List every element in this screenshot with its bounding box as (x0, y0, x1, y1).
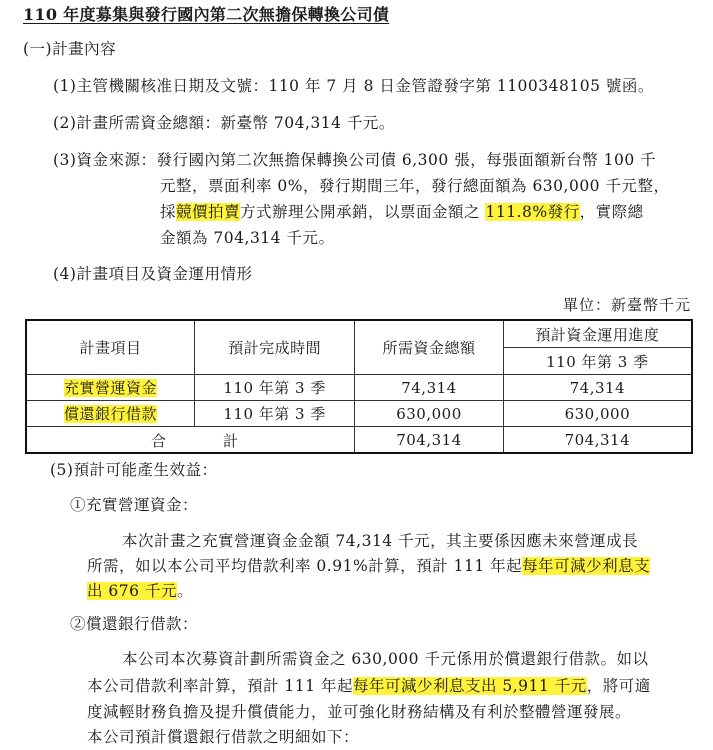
item-total-funds: (2)計畫所需資金總額：新臺幣 704,314 千元。 (53, 114, 395, 132)
benefit1-text-1: 本次計畫之充實營運資金金額 74,314 千元，其主要係因應未來營運成長 (122, 532, 639, 550)
table-row (26, 401, 692, 427)
item-expected-benefits: (5)預計可能產生效益： (50, 461, 218, 479)
cell-item (26, 375, 195, 401)
benefit2-text-4: 本公司預計償還銀行借款之明細如下： (87, 728, 360, 746)
highlight-bank-loan: 償還銀行借款 (64, 405, 158, 423)
fund-usage-table (25, 319, 693, 454)
table-unit-label: 單位：新臺幣千元 (562, 296, 691, 314)
header-progress: 預計資金運用進度 (503, 320, 692, 348)
benefit2-line2 (87, 676, 651, 696)
table-row (26, 375, 692, 401)
cell-progress: 74,314 (503, 375, 692, 401)
header-total: 所需資金總額 (355, 320, 503, 375)
total-label-a: 合 (151, 432, 167, 450)
cell-total: 74,314 (355, 375, 503, 401)
highlight-issue-price: 111.8%發行 (485, 203, 580, 221)
funding-source-text-1: 發行國內第二次無擔保轉換公司債 6,300 張，每張面額新台幣 100 千 (156, 151, 657, 169)
benefit1-line2 (87, 556, 650, 576)
cell-total-label (26, 427, 355, 454)
benefit2-text-2a: 本公司借款利率計算，預計 111 年起 (87, 677, 353, 695)
cell-total: 630,000 (355, 401, 503, 427)
funding-source-line3 (160, 202, 644, 222)
funding-source-text-3a: 採 (160, 203, 177, 221)
cell-completion: 110 年第 3 季 (195, 401, 355, 427)
cell-progress-sum: 704,314 (503, 427, 692, 454)
benefit2-text-2b: ，將可適 (586, 677, 651, 695)
benefit1-heading: ①充實營運資金： (70, 496, 199, 514)
section-heading: (一)計畫內容 (23, 40, 117, 58)
benefit1-line3 (87, 581, 193, 601)
document-title: 110 年度募集與發行國內第二次無擔保轉換公司債 (23, 5, 390, 24)
cell-total-sum: 704,314 (355, 427, 503, 454)
item-approval-date: (1)主管機關核准日期及文號：110 年 7 月 8 日金管證發字第 1100348105 號函。 (53, 77, 654, 95)
table-header-row (26, 320, 692, 348)
benefit2-text-3: 度減輕財務負擔及提升償債能力，並可強化財務結構及有利於整體營運發展。 (87, 703, 632, 721)
funding-source-label: (3)資金來源： (53, 151, 157, 169)
table-total-row (26, 427, 692, 454)
benefit2-heading: ②償還銀行借款： (70, 615, 199, 633)
funding-source-text-3b: 方式辦理公開承銷，以票面金額之 (240, 203, 486, 221)
total-label-b: 計 (223, 432, 239, 450)
highlight-working-capital: 充實營運資金 (64, 379, 158, 397)
highlight-auction: 競價拍賣 (176, 203, 241, 221)
header-completion: 預計完成時間 (195, 320, 355, 375)
item-funding-source-line1 (53, 150, 656, 170)
funding-source-text-3c: ，實際總 (579, 203, 644, 221)
funding-source-text-2: 元整，票面利率 0%，發行期間三年，發行總面額為 630,000 千元整， (160, 177, 670, 195)
highlight-interest-saving-1b: 出 676 千元 (87, 582, 177, 600)
header-item: 計畫項目 (26, 320, 195, 375)
header-progress-quarter: 110 年第 3 季 (503, 348, 692, 375)
funding-source-text-4: 金額為 704,314 千元。 (160, 229, 335, 247)
benefit2-text-1: 本公司本次募資計劃所需資金之 630,000 千元係用於償還銀行借款。如以 (122, 650, 649, 668)
benefit1-text-2: 所需，如以本公司平均借款利率 0.91%計算，預計 111 年起 (87, 557, 523, 575)
benefit1-text-3: 。 (176, 582, 193, 600)
cell-completion: 110 年第 3 季 (195, 375, 355, 401)
cell-progress: 630,000 (503, 401, 692, 427)
cell-item (26, 401, 195, 427)
highlight-interest-saving-1a: 每年可減少利息支 (522, 557, 651, 575)
highlight-interest-saving-2: 每年可減少利息支出 5,911 千元 (352, 677, 587, 695)
item-plan-projects: (4)計畫項目及資金運用情形 (53, 265, 253, 283)
